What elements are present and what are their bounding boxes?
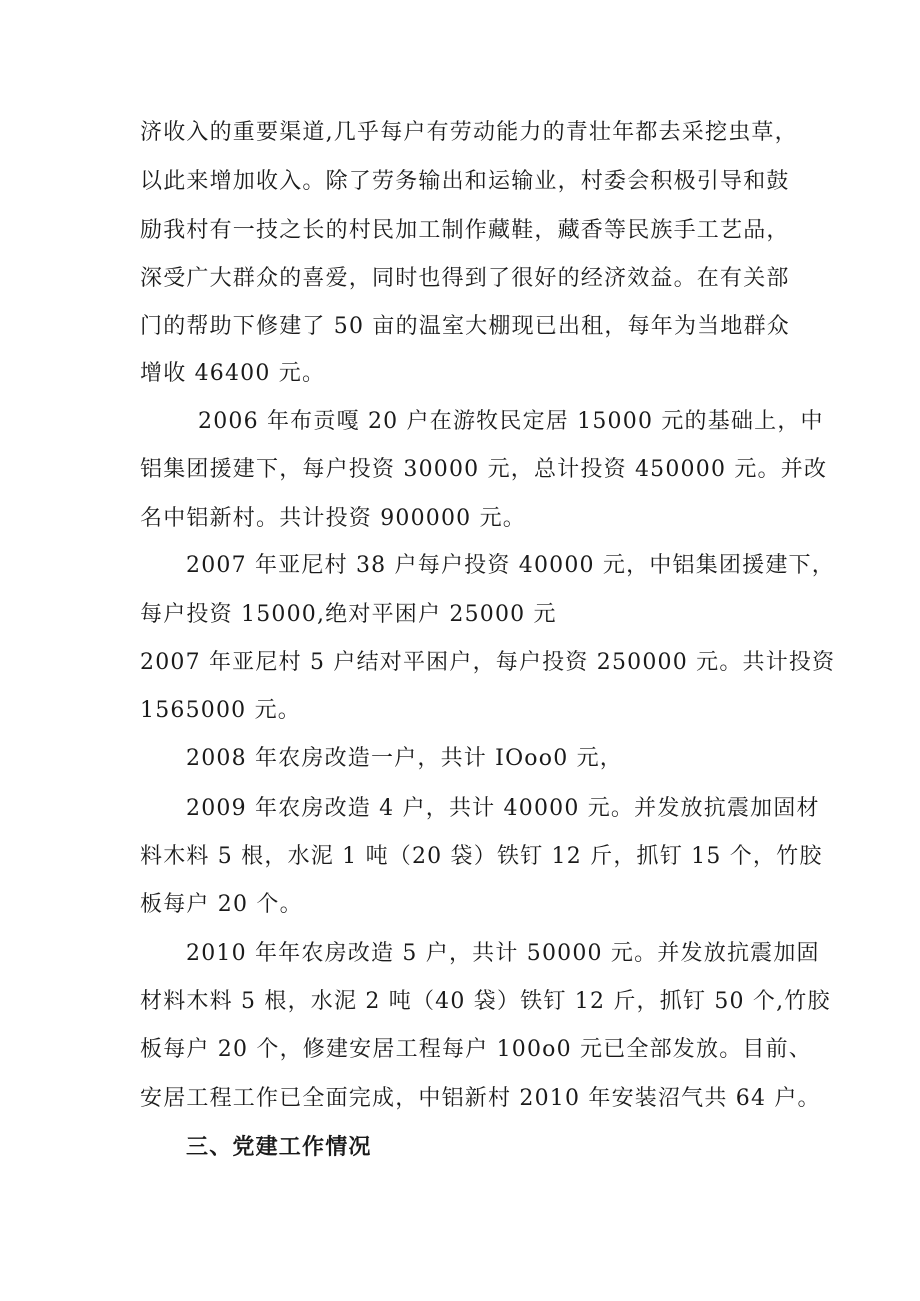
- paragraph-start-line: 2010 年年农房改造 5 户，共计 50000 元。并发放抗震加固: [186, 941, 820, 966]
- text-line: 2007 年亚尼村 5 户结对平困户，每户投资 250000 元。共计投资: [140, 650, 836, 675]
- text-line: 励我村有一技之长的村民加工制作藏鞋，藏香等民族手工艺品，: [140, 218, 790, 243]
- text-line: 材料木料 5 根，水泥 2 吨（40 袋）铁钉 12 斤，抓钉 50 个,竹胶: [140, 989, 831, 1014]
- text-line: 每户投资 15000,绝对平困户 25000 元: [140, 602, 557, 627]
- text-line: 安居工程工作已全面完成，中铝新村 2010 年安装沼气共 64 户。: [140, 1086, 821, 1111]
- paragraph-start-line: 2006 年布贡嘎 20 户在游牧民定居 15000 元的基础上，中: [198, 409, 824, 434]
- paragraph-start-line: 2007 年亚尼村 38 户每户投资 40000 元，中铝集团援建下，: [186, 553, 835, 578]
- text-line: 板每户 20 个，修建安居工程每户 100o0 元已全部发放。目前、: [140, 1037, 813, 1062]
- text-line: 1565000 元。: [140, 698, 301, 723]
- text-line: 增收 46400 元。: [140, 361, 326, 386]
- text-line: 济收入的重要渠道,几乎每户有劳动能力的青壮年都去采挖虫草，: [140, 120, 798, 145]
- text-line: 板每户 20 个。: [140, 892, 303, 917]
- section-heading: 三、党建工作情况: [186, 1134, 372, 1160]
- paragraph-start-line: 2009 年农房改造 4 户，共计 40000 元。并发放抗震加固材: [186, 796, 820, 821]
- text-line: 门的帮助下修建了 50 亩的温室大棚现已出租，每年为当地群众: [140, 314, 790, 339]
- text-line: 名中铝新村。共计投资 900000 元。: [140, 506, 526, 531]
- text-line: 以此来增加收入。除了劳务输出和运输业，村委会积极引导和鼓: [140, 169, 790, 194]
- text-line: 料木料 5 根，水泥 1 吨（20 袋）铁钉 12 斤，抓钉 15 个，竹胶: [140, 844, 823, 869]
- text-line: 深受广大群众的喜爱，同时也得到了很好的经济效益。在有关部: [140, 266, 790, 291]
- paragraph-start-line: 2008 年农房改造一户，共计 IOoo0 元，: [186, 746, 623, 771]
- text-line: 铝集团援建下，每户投资 30000 元，总计投资 450000 元。并改: [140, 457, 828, 482]
